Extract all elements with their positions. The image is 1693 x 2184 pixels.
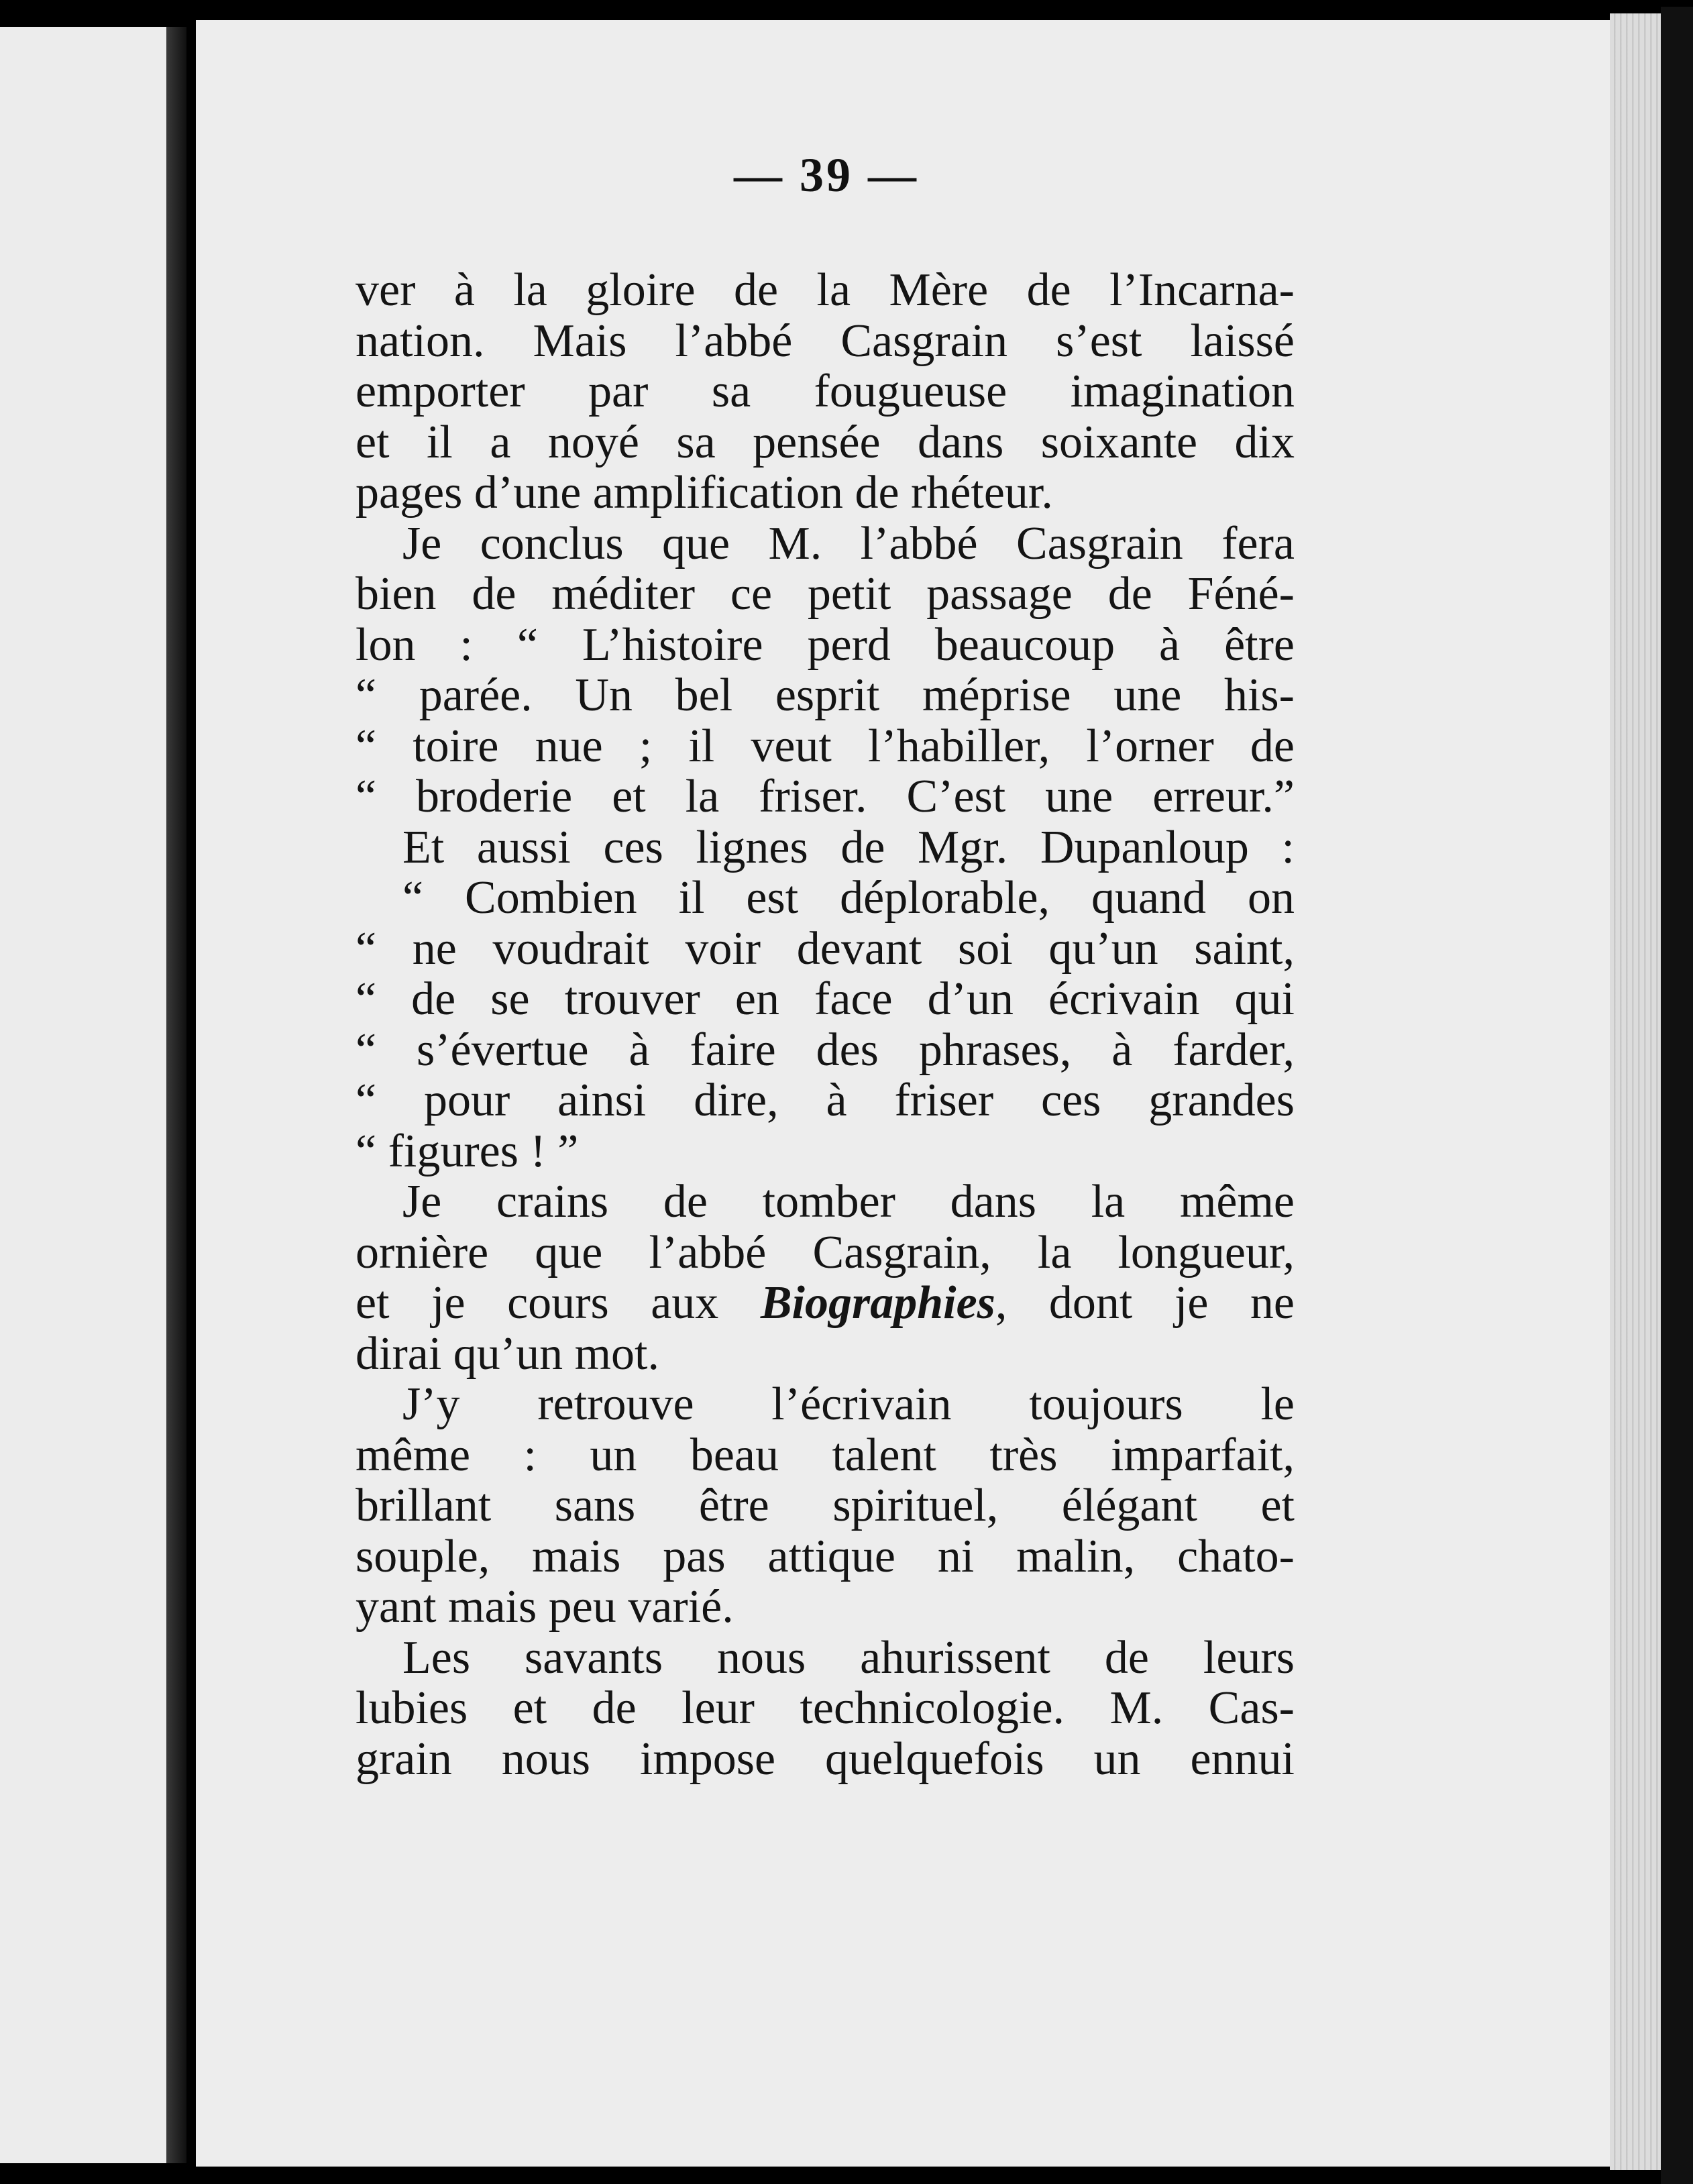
text-line: “ figures ! ” — [356, 1125, 579, 1177]
text-line: “ ne voudrait voir devant soi qu’un saint, — [356, 922, 1295, 975]
page-number — [0, 148, 1693, 203]
text-line: “ pour ainsi dire, à friser ces grandes — [356, 1075, 1295, 1126]
text-line: “ Combien il est déplorable, quand on — [402, 872, 1295, 924]
text-line: “ broderie et la friser. C’est une erreur.” — [356, 771, 1295, 822]
text-line: “ toire nue ; il veut l’habiller, l’orner de — [356, 720, 1295, 772]
text-line: Je crains de tomber dans la même — [402, 1176, 1295, 1227]
text-line: “ s’évertue à faire des phrases, à farder, — [356, 1024, 1295, 1076]
text-line: pages d’une amplification de rhéteur. — [356, 467, 1053, 518]
text-line: “ de se trouver en face d’un écrivain qui — [356, 973, 1295, 1025]
text-line: grain nous impose quelquefois un ennui — [356, 1733, 1295, 1785]
facing-page-edge — [0, 27, 168, 2163]
scan-border — [1661, 7, 1693, 2184]
text-line: lubies et de leur technicologie. M. Cas- — [356, 1682, 1295, 1734]
text-line: et il a noyé sa pensée dans soixante dix — [356, 416, 1295, 468]
text-line: yant mais peu varié. — [356, 1581, 734, 1633]
italic-title: Biographies — [760, 1277, 995, 1329]
text-line: J’y retrouve l’écrivain toujours le — [402, 1378, 1295, 1430]
text-line: lon : “ L’histoire perd beaucoup à être — [356, 618, 1295, 671]
text-line: brillant sans être spirituel, élégant et — [356, 1480, 1295, 1531]
page-number-text: — 39 — — [734, 148, 919, 202]
text-line: et je cours aux Biographies, dont je ne — [356, 1277, 1295, 1329]
text-line: nation. Mais l’abbé Casgrain s’est laissé — [356, 315, 1295, 367]
text-line: Les savants nous ahurissent de leurs — [402, 1631, 1295, 1684]
text-line: “ parée. Un bel esprit méprise une his- — [356, 669, 1295, 721]
text-line: dirai qu’un mot. — [356, 1327, 659, 1380]
page-stack-edge — [1610, 13, 1662, 2170]
text-line: souple, mais pas attique ni malin, chato- — [356, 1530, 1295, 1582]
text-line: ver à la gloire de la Mère de l’Incarna- — [356, 264, 1295, 316]
body-text — [356, 265, 1295, 1784]
text-line: Et aussi ces lignes de Mgr. Dupanloup : — [402, 821, 1295, 873]
text-line: même : un beau talent très imparfait, — [356, 1429, 1295, 1481]
book-gutter — [166, 27, 186, 2163]
text-line: ornière que l’abbé Casgrain, la longueur, — [356, 1226, 1295, 1278]
text-line: Je conclus que M. l’abbé Casgrain fera — [402, 517, 1295, 569]
text-line: emporter par sa fougueuse imagination — [356, 366, 1295, 417]
text-line: bien de méditer ce petit passage de Féné- — [356, 568, 1295, 620]
